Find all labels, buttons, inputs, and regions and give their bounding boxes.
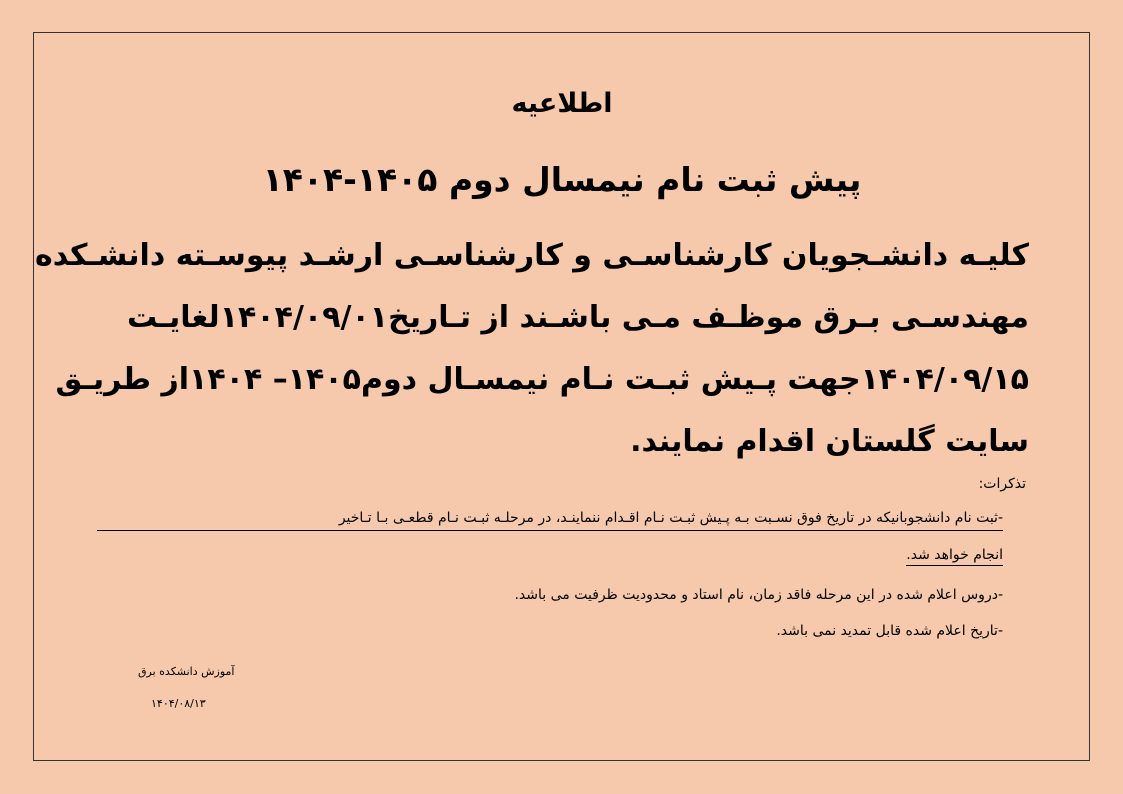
signature-date: ۱۴۰۴/۰۸/۱۳ xyxy=(151,697,206,710)
body-line-1: کلیـه دانشـجویان کارشناسـی و کارشناسـی ارشـد پیوسـته دانشـکده xyxy=(35,238,1029,273)
note-1-continuation: انجام خواهد شد. xyxy=(906,547,1003,566)
note-1: -ثبت نام دانشجوبانیکه در تاریخ فوق نسـبت بـه پـیش ثبـت نـام اقـدام ننماینـد، در مرحلـه ثبـت نـام قطعـی بـا تـاخیر xyxy=(97,510,1003,531)
note-2: -دروس اعلام شده در این مرحله فاقد زمان، نام استاد و محدودیت ظرفیت می باشد. xyxy=(514,587,1003,603)
notice-subtitle: پیش ثبت نام نیمسال دوم ۱۴۰۵-۱۴۰۴ xyxy=(262,160,862,199)
body-line-2: مهندسـی بـرق موظـف مـی باشـند از تـاریخ۱۴۰۴/۰۹/۰۱لغایـت xyxy=(126,300,1029,335)
signature: آموزش دانشکده برق xyxy=(138,665,235,678)
note-3: -تاریخ اعلام شده قابل تمدید نمی باشد. xyxy=(776,623,1003,639)
body-line-3: ۱۴۰۴/۰۹/۱۵جهت پـیش ثبـت نـام نیمسـال دوم۱۴۰۵– ۱۴۰۴از طریـق xyxy=(55,362,1029,397)
notice-title: اطلاعیه xyxy=(511,88,613,119)
body-line-4: سایت گلستان اقدام نمایند. xyxy=(630,424,1029,459)
notes-heading: تذکرات: xyxy=(978,476,1026,492)
